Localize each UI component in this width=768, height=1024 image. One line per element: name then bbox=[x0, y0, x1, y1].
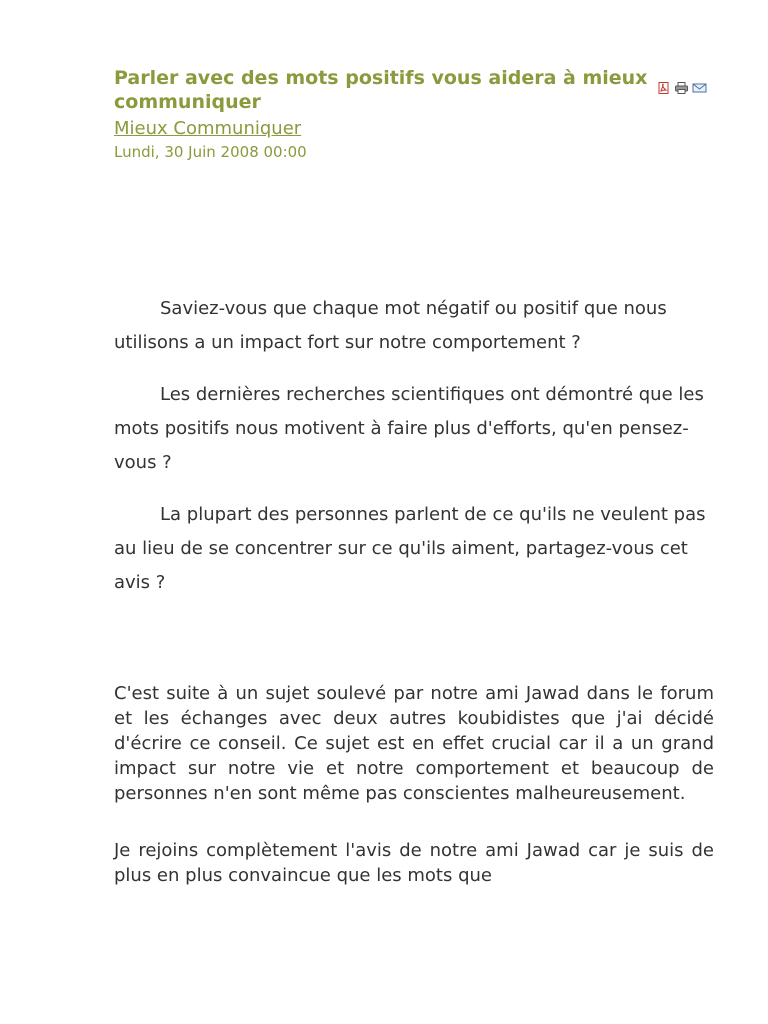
body-paragraph-2: Je rejoins complètement l'avis de notre ami Jawad car je suis de plus en plus convaincue que les mots que bbox=[114, 840, 714, 886]
intro-paragraph-2: Les dernières recherches scientifiques ont démontré que les mots positifs nous motivent à faire plus d'efforts, qu'en pensez-vous ? bbox=[114, 384, 704, 473]
print-icon[interactable] bbox=[674, 79, 689, 91]
title-row bbox=[114, 66, 714, 114]
article-date: Lundi, 30 Juin 2008 00:00 bbox=[114, 143, 307, 161]
section-link[interactable]: Mieux Communiquer bbox=[114, 118, 302, 139]
article-tools bbox=[656, 79, 707, 91]
pdf-icon[interactable] bbox=[656, 79, 671, 91]
intro-paragraph-3: La plupart des personnes parlent de ce qu'ils ne veulent pas au lieu de se concentrer sur ce qu'ils aiment, partagez-vous cet avis ? bbox=[114, 504, 706, 593]
email-icon[interactable] bbox=[692, 79, 707, 91]
body-paragraph-1: C'est suite à un sujet soulevé par notre ami Jawad dans le forum et les échanges avec deux autres koubidistes que j'ai décidé d'écrire ce conseil. Ce sujet est en effet crucial car il a un grand impact sur notre vie et notre comportement et beaucoup de personnes n'en sont même pas conscientes malheureusement. bbox=[114, 683, 714, 804]
intro-section bbox=[114, 292, 714, 618]
article-header bbox=[114, 66, 714, 162]
article-body bbox=[114, 681, 714, 920]
article-title: Parler avec des mots positifs vous aidera à mieux communiquer bbox=[114, 67, 648, 113]
intro-paragraph-1: Saviez-vous que chaque mot négatif ou positif que nous utilisons a un impact fort sur notre comportement ? bbox=[114, 298, 667, 353]
